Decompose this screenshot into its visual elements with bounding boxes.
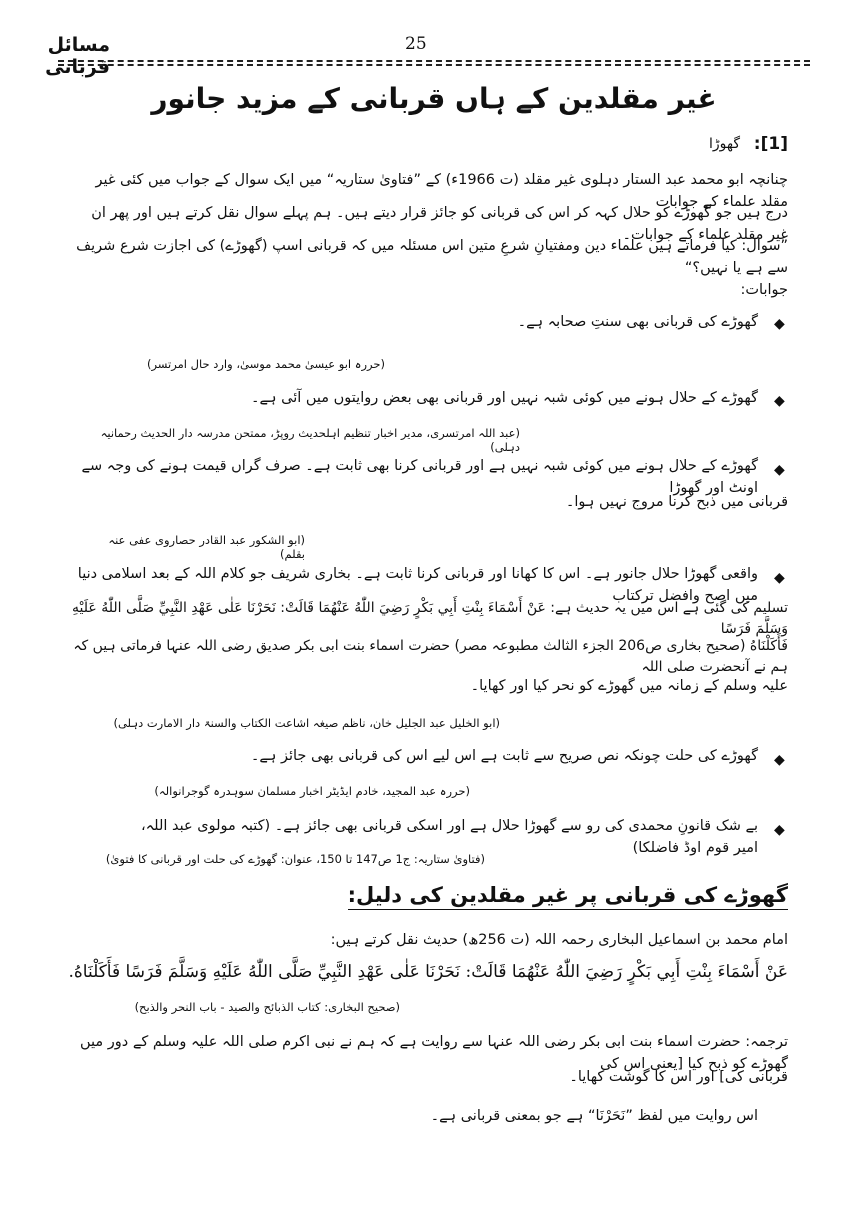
translation-line-1: ترجمہ: حضرت اسماء بنت ابی بکر رضی اللہ عنہا سے روایت ہے کہ ہم نے نبی اکرم صلی اللہ علیہ وسلم کے دور میں گھوڑے کو ذبح کیا [یعنی اس کی (79, 1034, 788, 1072)
subsection-name: گھوڑا (708, 136, 740, 152)
answer-5-citation: (حررہ عبد المجید، خادم ایڈیٹر اخبار مسلمان سوہدرہ گوجرانوالہ) (154, 784, 470, 798)
bullet-icon: ◆ (774, 752, 785, 768)
intro-line-1: چنانچہ ابو محمد عبد الستار دہلوی غیر مقلد (ت 1966ء) کے ”فتاویٰ ستاریہ“ میں ایک سوال کے جواب میں کئی غیر مقلد علماء کے جوابات (95, 172, 788, 210)
answer-3-line-1: گھوڑے کے حلال ہونے میں کوئی شبہ نہیں ہے اور قربانی کرنا بھی ثابت ہے۔ صرف گراں قیمت ہونے کی وجہ سے اونٹ اور گھوڑا (81, 458, 758, 496)
answer-3-citation: (ابو الشکور عبد القادر حصاروی عفی عنہ بقلم) (108, 533, 305, 561)
header-divider (58, 60, 810, 62)
bullet-icon: ◆ (774, 822, 785, 838)
answers-label: جوابات: (740, 282, 788, 298)
answer-2-citation: (عبد اللہ امرتسری، مدیر اخبار تنظیم اہلحدیث روپڑ، ممتحن مدرسہ دار الحدیث رحمانیہ دہلی) (100, 426, 520, 454)
bullet-icon: ◆ (774, 462, 785, 478)
bullet-icon: ◆ (774, 570, 785, 586)
answer-3-line-2: قربانی میں ذبح کرنا مروج نہیں ہوا۔ (565, 494, 788, 510)
arabic-hadith: عَنْ أَسْمَاءَ بِنْتِ أَبِي بَكْرٍ رَضِيَ اللّٰهُ عَنْهُمَا قَالَتْ: نَحَرْنَا عَلٰى عَهْدِ النَّبِيِّ صَلَّى اللّٰهُ عَلَيْهِ وَسَلَّمَ فَرَسًا فَأَكَلْنَاهُ. (68, 962, 788, 982)
answer-4-line-2: تسلیم کی گئی ہے اس میں یہ حدیث ہے: عَنْ أَسْمَاءَ بِنْتِ أَبِي بَكْرٍ رَضِيَ اللّٰهُ عَنْهُمَا قَالَتْ: نَحَرْنَا عَلٰى عَهْدِ النَّبِيِّ صَلَّى اللّٰهُ عَلَيْهِ وَسَلَّمَ فَرَسًا (72, 600, 788, 637)
answer-1-citation: (حررہ ابو عیسیٰ محمد موسیٰ، وارد حال امرتسر) (146, 357, 385, 371)
header-divider-2 (58, 64, 810, 66)
subsection-number: [1]: (753, 134, 788, 154)
answer-4-line-4: علیہ وسلم کے زمانہ میں گھوڑے کو نحر کیا اور کھایا۔ (470, 678, 788, 694)
answer-4-line-1: واقعی گھوڑا حلال جانور ہے۔ اس کا کھانا اور قربانی کرنا ثابت ہے۔ بخاری شریف جو کلام اللہ کے بعد اسلامی دنیا میں اصح وافضل ترکتاب (77, 566, 758, 604)
bullet-icon: ◆ (774, 393, 785, 409)
answer-4-line-3: فَأَكَلْنَاهُ (صحیح بخاری ص206 الجزء الثالث مطبوعہ مصر) حضرت اسماء بنت ابی بکر صدیق رضی اللہ عنہا فرماتی ہیں کہ ہم نے آنحضرت صلی اللہ (73, 638, 788, 675)
hadith-reference: (صحیح البخاری: کتاب الذبائح والصید - باب النحر والذبح) (134, 1000, 400, 1014)
question-text: ”سوال: کیا فرماتے ہیں علماء دین ومفتیانِ شرعِ متین اس مسئلہ میں کہ قربانی اسپ (گھوڑے) کی اجازت شرع شریف سے ہے یا نہیں؟“ (76, 238, 788, 276)
intro-line-2: درج ہیں جو گھوڑے کو حلال کہہ کر اس کی قربانی کو جائز قرار دیتے ہیں۔ ہم پہلے سوال نقل کرتے ہیں اور پھر ان غیر مقلد علماء کے جوابات۔ (91, 205, 788, 243)
evidence-heading: گھوڑے کی قربانی پر غیر مقلدین کی دلیل: (348, 883, 788, 910)
note-text: اس روایت میں لفظ ”نَحَرْنَا“ ہے جو بمعنی قربانی ہے۔ (430, 1108, 758, 1124)
header-book-title: مسائل قربانی (45, 34, 110, 78)
page-title: غیر مقلدین کے ہاں قربانی کے مزید جانور (151, 82, 717, 115)
evidence-intro: امام محمد بن اسماعیل البخاری رحمہ اللہ (ت 256ھ) حدیث نقل کرتے ہیں: (330, 932, 788, 948)
answer-6-line-1: بے شک قانونِ محمدی کی رو سے گھوڑا حلال ہے اور اسکی قربانی بھی جائز ہے۔ (کتبہ مولوی عبد اللہ، امیر قوم اوڈ فاضلکا) (140, 818, 758, 856)
translation-line-2: قربانی کی] اور اس کا گوشت کھایا۔ (569, 1069, 788, 1085)
answer-4-citation: (ابو الخلیل عبد الجلیل خان، ناظم صیغہ اشاعت الکتاب والسنۃ دار الامارت دہلی) (113, 716, 500, 730)
answer-5-line-1: گھوڑے کی حلت چونکہ نص صریح سے ثابت ہے اس لیے اس کی قربانی بھی جائز ہے۔ (250, 748, 758, 764)
answer-6-citation: (فتاویٰ ستاریہ: ج1 ص147 تا 150، عنوان: گھوڑے کی حلت اور قربانی کا فتویٰ) (105, 852, 485, 866)
page-number: 25 (405, 34, 427, 54)
answer-2-line-1: گھوڑے کے حلال ہونے میں کوئی شبہ نہیں اور قربانی بھی بعض روایتوں میں آئی ہے۔ (251, 390, 758, 406)
answer-1-line-1: گھوڑے کی قربانی بھی سنتِ صحابہ ہے۔ (517, 314, 758, 330)
bullet-icon: ◆ (774, 316, 785, 332)
